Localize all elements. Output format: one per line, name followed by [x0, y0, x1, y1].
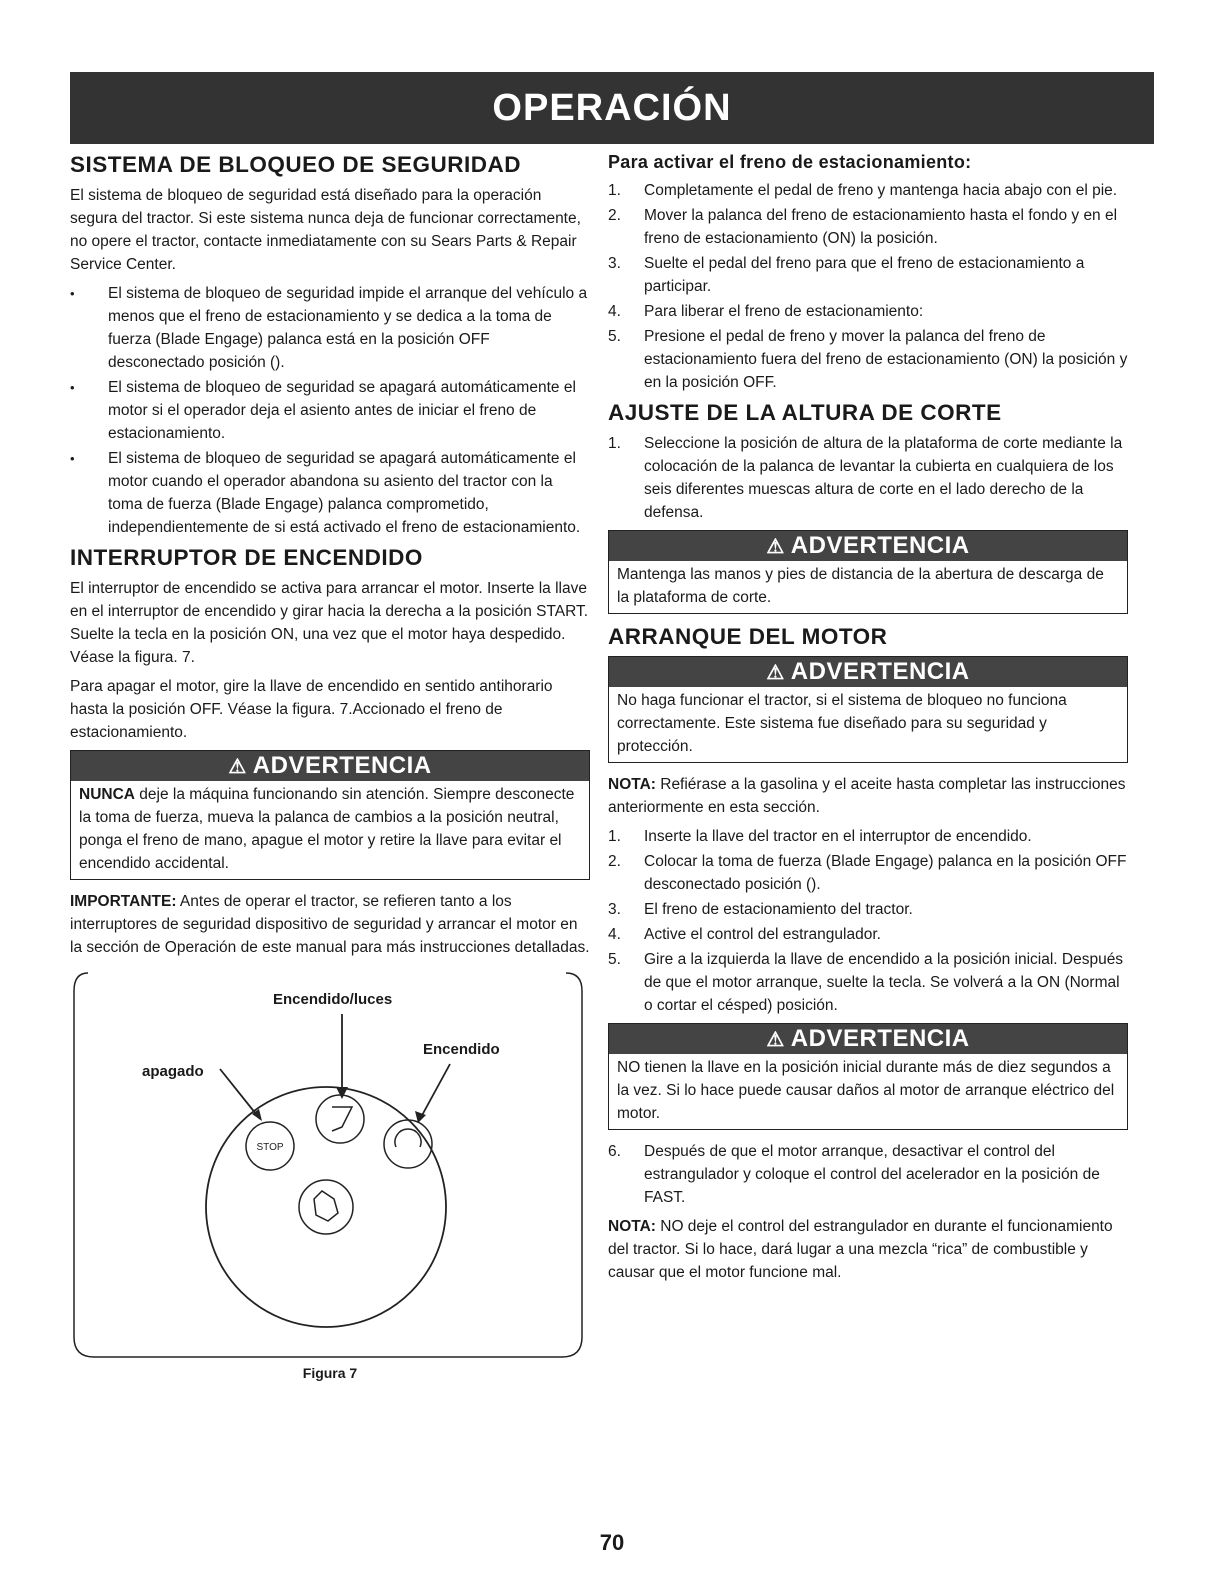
list-item: 1. Completamente el pedal de freno y mantenga hacia abajo con el pie.: [608, 182, 1118, 199]
list-item: 4. Para liberar el freno de estacionamiento:: [608, 303, 924, 320]
section-banner: [70, 72, 1154, 144]
heading-engine-start: ARRANQUE DEL MOTOR: [608, 624, 888, 649]
warning-body: [71, 781, 589, 879]
list-item: 3. El freno de estacionamiento del tractor.: [608, 901, 913, 918]
warning-box-starter: [608, 1023, 1128, 1130]
warning-header: [609, 657, 1127, 687]
warning-triangle-icon: ⚠: [766, 535, 785, 558]
note-text: NO deje el control del estrangulador en durante el funcionamiento del tractor. Si lo hace, dará lugar a una mezcla “rica” de combustible y causar que el motor funcione mal.: [608, 1218, 1113, 1281]
safety-bullets: [70, 282, 590, 539]
warning-box-never: [70, 750, 590, 880]
list-item: 5. Gire a la izquierda la llave de encendido a la posición inicial. Después de que el motor arranque, suelte la tecla. Se volverá a la ON (Normal o cortar el césped) posición.: [608, 951, 1124, 1014]
warning-triangle-icon: ⚠: [766, 1028, 785, 1051]
warning-header: [71, 751, 589, 781]
left-column: [70, 152, 590, 1381]
label-on: Encendido: [423, 1041, 500, 1058]
warning-header: [609, 531, 1127, 561]
banner-title: OPERACIÓN: [492, 86, 732, 129]
warning-title: ADVERTENCIA: [790, 1025, 970, 1052]
ignition-paragraph-2: Para apagar el motor, gire la llave de encendido en sentido antihorario hasta la posición OFF. Véase la figura. 7.Accionado el freno de estacionamiento.: [70, 678, 553, 741]
warning-body: Mantenga las manos y pies de distancia de la abertura de descarga de la plataforma de corte.: [617, 566, 1104, 606]
start-steps-continued: [608, 1140, 1128, 1209]
important-text: Antes de operar el tractor, se refieren tanto a los interruptores de seguridad dispositivo de seguridad y arrancar el motor en la sección de Operación de este manual para más instrucciones detalladas.: [70, 893, 590, 956]
note-text: Refiérase a la gasolina y el aceite hasta completar las instrucciones anteriormente en esta sección.: [608, 776, 1126, 816]
important-note: [70, 890, 590, 959]
warning-title: ADVERTENCIA: [252, 752, 432, 779]
safety-bullet: • El sistema de bloqueo de seguridad se apagará automáticamente el motor cuando el operador abandona su asiento del tractor con la toma de fuerza (Blade Engage) palanca comprometido, independientemente de si está activado el freno de estacionamiento.: [70, 447, 590, 539]
heading-cutting-height: AJUSTE DE LA ALTURA DE CORTE: [608, 400, 1002, 425]
safety-bullet: • El sistema de bloqueo de seguridad se apagará automáticamente el motor si el operador deja el asiento antes de iniciar el freno de estacionamiento.: [70, 376, 590, 445]
figure-caption: Figura 7: [302, 1365, 358, 1381]
label-lights: Encendido/luces: [273, 991, 393, 1008]
warning-body: NO tienen la llave en la posición inicial durante más de diez segundos a la vez. Si lo hace puede causar daños al motor de arranque eléctrico del motor.: [617, 1059, 1115, 1122]
list-item: 2. Mover la palanca del freno de estacionamiento hasta el fondo y en el freno de estacionamiento (ON) la posición.: [608, 207, 1118, 247]
warning-header: [609, 1024, 1127, 1054]
warning-triangle-icon: ⚠: [766, 661, 785, 684]
list-item: 5. Presione el pedal de freno y mover la palanca del freno de estacionamiento fuera del freno de estacionamiento (ON) la posición y en la posición OFF.: [608, 328, 1128, 391]
list-item: 2. Colocar la toma de fuerza (Blade Engage) palanca en la posición OFF desconectado posición ().: [608, 853, 1127, 893]
label-off: apagado: [142, 1063, 204, 1080]
warning-box-interlock: [608, 656, 1128, 763]
safety-intro: El sistema de bloqueo de seguridad está diseñado para la operación segura del tractor. Si este sistema nunca deja de funcionar correctamente, no opere el tractor, contacte inmediatamente con su Sears Parts & Repair Service Center.: [70, 187, 581, 273]
note-lead: NOTA:: [608, 776, 656, 793]
ignition-figure: [70, 969, 586, 1361]
warning-triangle-icon: ⚠: [228, 755, 247, 778]
warning-title: ADVERTENCIA: [790, 532, 970, 559]
safety-bullet: • El sistema de bloqueo de seguridad impide el arranque del vehículo a menos que el freno de estacionamiento y se dedica a la toma de fuerza (Blade Engage) palanca está en la posición OFF desconectado posición ().: [70, 282, 590, 374]
warning-body: No haga funcionar el tractor, si el sistema de bloqueo no funciona correctamente. Este sistema fue diseñado para su seguridad y protección.: [617, 692, 1067, 755]
list-item: 4. Active el control del estrangulador.: [608, 926, 881, 943]
list-item: 1. Inserte la llave del tractor en el interruptor de encendido.: [608, 828, 1032, 845]
warning-text: deje la máquina funcionando sin atención. Siempre desconecte la toma de fuerza, mueva la palanca de cambios a la posición neutral, ponga el freno de mano, apague el motor y retire la llave para evitar el encendido accidental.: [79, 786, 575, 872]
list-item: 6. Después de que el motor arranque, desactivar el control del estrangulador y coloque el control del acelerador en la posición de FAST.: [608, 1143, 1100, 1206]
list-item: 1. Seleccione la posición de altura de la plataforma de corte mediante la colocación de la palanca de levantar la cubierta en cualquiera de los seis diferentes muescas altura de corte en el lado derecho de la defensa.: [608, 435, 1123, 521]
warning-box-discharge: [608, 530, 1128, 614]
note-choke: [608, 1215, 1128, 1284]
note-lead: NOTA:: [608, 1218, 656, 1235]
page-number: 70: [599, 1530, 625, 1555]
warning-lead: NUNCA: [79, 786, 135, 803]
ignition-switch-diagram: [70, 969, 586, 1361]
warning-title: ADVERTENCIA: [790, 658, 970, 685]
start-steps: [608, 825, 1128, 1017]
heading-parking-brake: Para activar el freno de estacionamiento:: [608, 152, 972, 172]
list-item: 3. Suelte el pedal del freno para que el freno de estacionamiento a participar.: [608, 255, 1085, 295]
heading-safety-interlock: SISTEMA DE BLOQUEO DE SEGURIDAD: [70, 152, 521, 177]
important-lead: IMPORTANTE:: [70, 893, 177, 910]
right-column: [608, 152, 1128, 1290]
heading-ignition-switch: INTERRUPTOR DE ENCENDIDO: [70, 545, 423, 570]
stop-label: STOP: [256, 1142, 284, 1153]
ignition-paragraph-1: El interruptor de encendido se activa para arrancar el motor. Inserte la llave en el interruptor de encendido y girar hacia la derecha a la posición START. Suelte la tecla en la posición ON, una vez que el motor haya despedido. Véase la figura. 7.: [70, 580, 589, 666]
brake-steps: [608, 179, 1128, 394]
note-fuel: [608, 773, 1128, 819]
height-steps: [608, 432, 1128, 524]
